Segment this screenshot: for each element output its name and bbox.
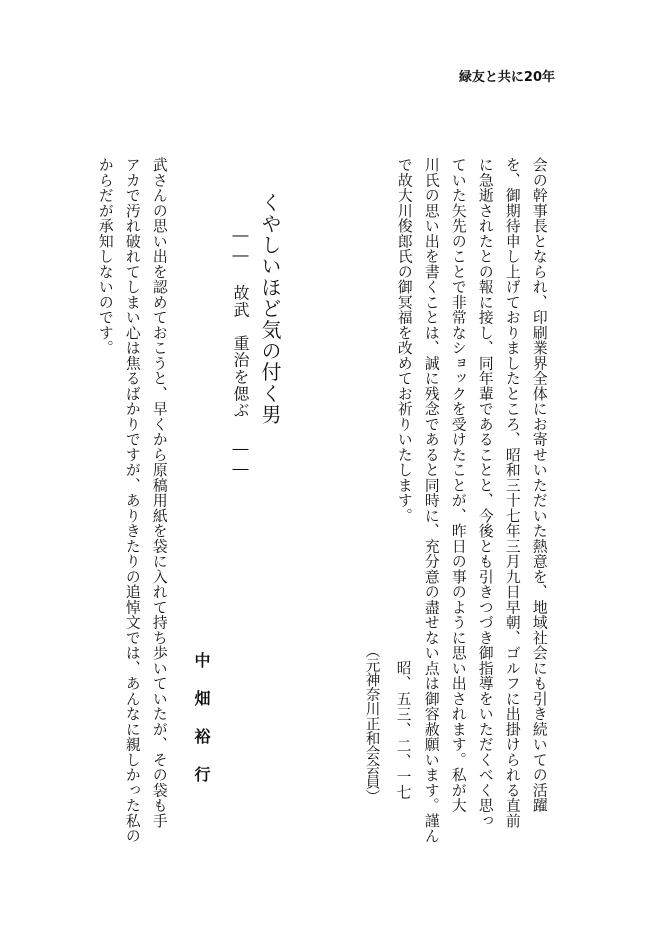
article-body-line-1: 武さんの思い出を認めておこうと、早くから原稿用紙を袋に入れて持ち歩いていたが、その袋も手 bbox=[150, 157, 168, 828]
running-header: 緑友と共に20年 bbox=[458, 70, 555, 85]
memoir-date: 昭、五三、二、一七 bbox=[394, 660, 412, 801]
memoir-line-4: ていた矢先のことで非常なショックを受けたことが、昨日の事のように思い出されます。私が大 bbox=[449, 157, 467, 813]
article-body-line-2: アカで汚れ破れてしまい心は焦るばかりですが、ありきたりの追悼文では、あんなに親しかった私の bbox=[123, 157, 141, 844]
memoir-line-2: を、御期待申し上げておりましたところ、昭和三十七年三月九日早朝、ゴルフに出掛けられる直前 bbox=[503, 157, 521, 828]
article-author: 中 畑 裕 行 bbox=[192, 652, 211, 785]
memoir-author-affiliation: （元神奈川正和会会員） bbox=[363, 643, 381, 804]
memoir-line-1: 会の幹事長となられ、印刷業界全体にお寄せいただいた熱意を、地域社会にも引き続いての活躍 bbox=[530, 157, 548, 813]
memoir-line-3: に急逝されたとの報に接し、同年輩であることと、今後とも引きつづき御指導をいただくべく思っ bbox=[476, 157, 494, 828]
memoir-line-6: で故大川俊郎氏の御冥福を改めてお祈りいたします。 bbox=[395, 157, 413, 523]
article-subtitle: ―― 故武 重治を偲ぶ ―― bbox=[231, 225, 250, 479]
article-title: くやしいほど気の付く男 bbox=[258, 192, 282, 426]
memoir-line-5: 川氏の思い出を書くことは、誠に残念であると同時に、充分意の盡せない点は御容赦願います。謹ん bbox=[422, 157, 440, 844]
article-body-line-3: からだが承知しないのです。 bbox=[96, 157, 114, 356]
